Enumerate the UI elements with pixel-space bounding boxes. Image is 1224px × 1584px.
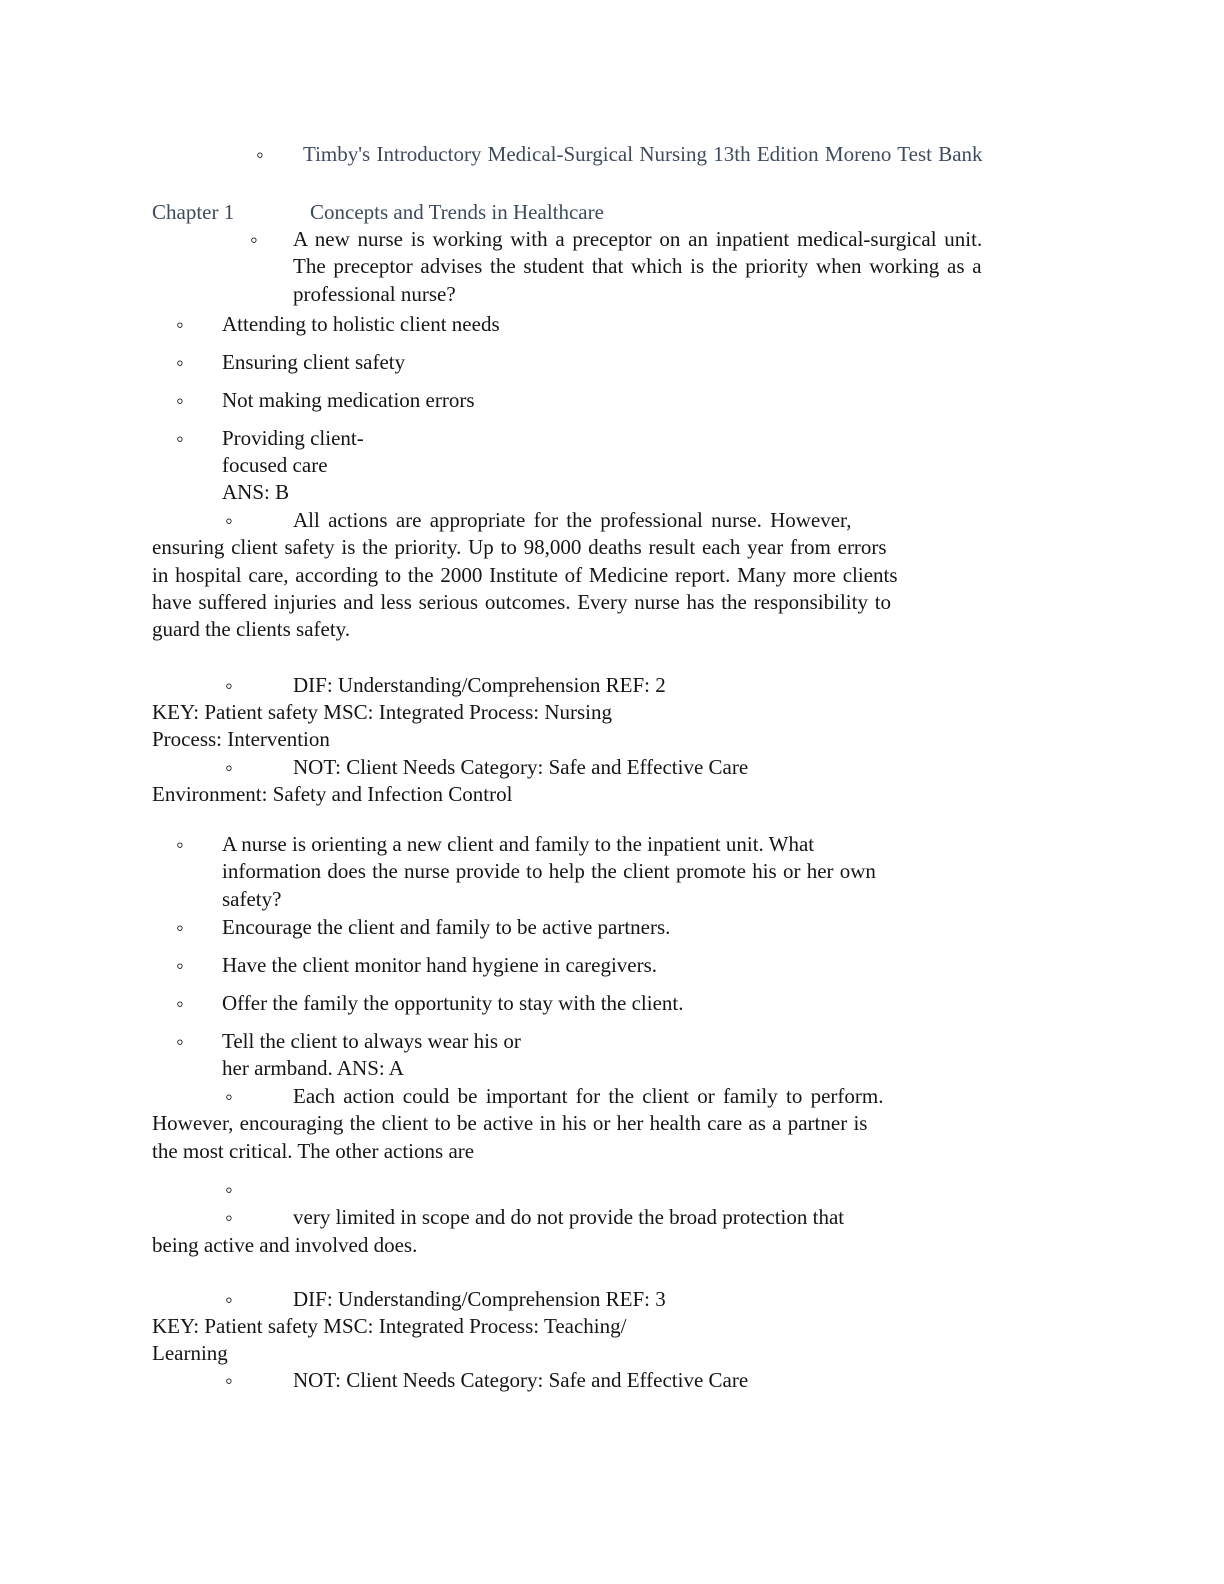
q1-stem-line-2: The preceptor advises the student that which is the priority when working as a [293,254,982,278]
bullet-icon: ◦ [176,426,184,451]
chapter-title: Concepts and Trends in Healthcare [310,200,604,224]
q1-not-line-1: NOT: Client Needs Category: Safe and Effective Care [293,755,749,779]
q2-stem-line-1: A nurse is orienting a new client and family to the inpatient unit. What [222,832,815,856]
q1-answer: ANS: B [222,480,290,504]
q2-rationale-line-2: However, encouraging the client to be active in his or her health care as a partner is [152,1111,868,1135]
bullet-icon: ◦ [225,1205,233,1230]
bullet-icon: ◦ [176,350,184,375]
bullet-icon: ◦ [225,1368,233,1393]
bullet-icon: ◦ [256,142,264,167]
q1-key-line-2: Process: Intervention [152,727,330,751]
bullet-icon: ◦ [225,1287,233,1312]
q1-stem-line-1: A new nurse is working with a preceptor on an inpatient medical-surgical unit. [293,227,983,251]
q2-dif-line: DIF: Understanding/Comprehension REF: 3 [293,1287,666,1311]
q2-option-b: Have the client monitor hand hygiene in caregivers. [222,953,658,977]
q1-option-b: Ensuring client safety [222,350,406,374]
bullet-icon: ◦ [176,953,184,978]
q1-rationale-line-3: in hospital care, according to the 2000 Institute of Medicine report. Many more clients [152,563,898,587]
q2-option-d-line-2: her armband. ANS: A [222,1056,404,1080]
bullet-icon: ◦ [225,755,233,780]
q1-stem-line-3: professional nurse? [293,282,456,306]
q2-stem-line-3: safety? [222,887,282,911]
bullet-icon: ◦ [225,508,233,533]
q1-option-d-line-1: Providing client- [222,426,364,450]
q2-rationale-line-5: being active and involved does. [152,1233,418,1257]
q1-dif-line: DIF: Understanding/Comprehension REF: 2 [293,673,666,697]
chapter-label: Chapter 1 [152,200,235,224]
q2-option-d-line-1: Tell the client to always wear his or [222,1029,521,1053]
q1-option-a: Attending to holistic client needs [222,312,500,336]
q1-not-line-2: Environment: Safety and Infection Control [152,782,513,806]
q2-option-a: Encourage the client and family to be active partners. [222,915,671,939]
q1-rationale-line-2: ensuring client safety is the priority. Up to 98,000 deaths result each year from errors [152,535,887,559]
q1-rationale-line-1: All actions are appropriate for the professional nurse. However, [293,508,852,532]
bullet-icon: ◦ [225,1084,233,1109]
q2-stem-line-2: information does the nurse provide to help the client promote his or her own [222,859,876,883]
q2-rationale-line-4: very limited in scope and do not provide the broad protection that [293,1205,845,1229]
q1-rationale-line-5: guard the clients safety. [152,617,351,641]
q1-option-c: Not making medication errors [222,388,475,412]
bullet-icon: ◦ [176,1029,184,1054]
bullet-icon: ◦ [176,832,184,857]
bullet-icon: ◦ [225,673,233,698]
bullet-icon: ◦ [250,227,258,252]
bullet-icon: ◦ [225,1177,233,1202]
q1-rationale-line-4: have suffered injuries and less serious outcomes. Every nurse has the responsibility to [152,590,892,614]
bullet-icon: ◦ [176,915,184,940]
q2-not-line-1: NOT: Client Needs Category: Safe and Effective Care [293,1368,749,1392]
q2-rationale-line-1: Each action could be important for the client or family to perform. [293,1084,884,1108]
page-title: Timby's Introductory Medical-Surgical Nursing 13th Edition Moreno Test Bank [303,142,983,166]
q2-rationale-line-3: the most critical. The other actions are [152,1139,475,1163]
q1-option-d-line-2: focused care [222,453,328,477]
bullet-icon: ◦ [176,991,184,1016]
bullet-icon: ◦ [176,312,184,337]
q1-key-line-1: KEY: Patient safety MSC: Integrated Process: Nursing [152,700,613,724]
q2-key-line-2: Learning [152,1341,228,1365]
q2-key-line-1: KEY: Patient safety MSC: Integrated Process: Teaching/ [152,1314,627,1338]
bullet-icon: ◦ [176,388,184,413]
q2-option-c: Offer the family the opportunity to stay with the client. [222,991,684,1015]
